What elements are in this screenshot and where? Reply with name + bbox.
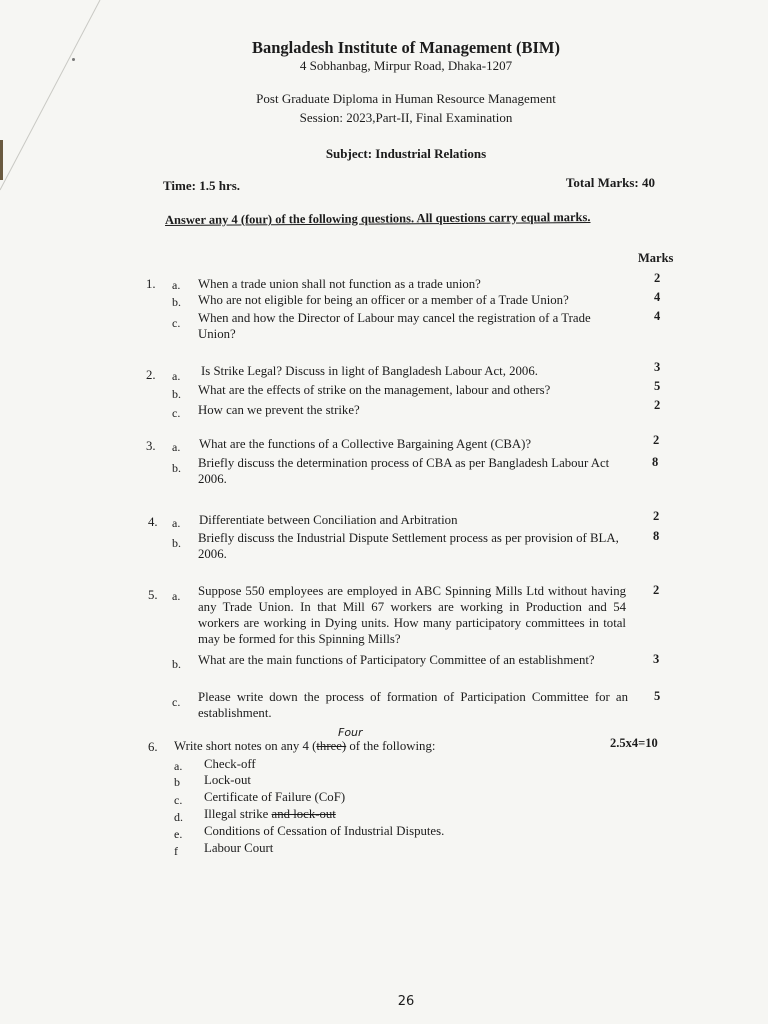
part-letter: b. bbox=[172, 536, 181, 550]
question-marks: 2 bbox=[653, 433, 660, 447]
question-number: 1. bbox=[146, 277, 156, 291]
question-text: Please write down the process of formation of Participation Committee for an establishment. bbox=[198, 690, 628, 720]
list-item: Labour Court bbox=[204, 841, 274, 855]
question-marks: 3 bbox=[654, 360, 661, 374]
question-marks: 4 bbox=[654, 290, 661, 304]
marks-heading: Marks bbox=[638, 251, 674, 265]
question-text: Suppose 550 employees are employed in ABC Spinning Mills Ltd without having any Trade Union. In that Mill 67 workers are working in Production and 54 workers are working in Dying units. How many participatory committees in total may be formed for this Spinning Mills? bbox=[198, 584, 626, 646]
part-letter: b bbox=[174, 775, 180, 789]
part-letter: a. bbox=[172, 369, 181, 383]
question-text: What are the main functions of Participatory Committee of an establishment? bbox=[198, 653, 595, 667]
exam-time: Time: 1.5 hrs. bbox=[163, 178, 241, 193]
list-item: Check-off bbox=[204, 757, 256, 771]
list-item: Lock-out bbox=[204, 773, 251, 787]
question-text: Is Strike Legal? Discuss in light of Bangladesh Labour Act, 2006. bbox=[201, 364, 538, 378]
question-number: 3. bbox=[146, 439, 156, 453]
part-letter: a. bbox=[172, 516, 181, 530]
question-marks: 2 bbox=[654, 398, 661, 412]
part-letter: a. bbox=[174, 759, 183, 773]
part-letter: b. bbox=[172, 387, 181, 401]
list-item: Conditions of Cessation of Industrial Disputes. bbox=[204, 824, 445, 838]
instruction: Answer any 4 (four) of the following questions. All questions carry equal marks. bbox=[164, 210, 591, 227]
question-text: How can we prevent the strike? bbox=[198, 403, 360, 417]
part-letter: c. bbox=[172, 695, 181, 709]
question-marks: 5 bbox=[654, 379, 661, 393]
part-letter: b. bbox=[172, 295, 181, 309]
question-text: Differentiate between Conciliation and Arbitration bbox=[199, 513, 458, 527]
question-marks: 8 bbox=[652, 455, 659, 469]
institute-address: 4 Sobhanbag, Mirpur Road, Dhaka-1207 bbox=[299, 58, 513, 73]
list-item: Certificate of Failure (CoF) bbox=[204, 790, 346, 804]
q6-struck-word: three) bbox=[316, 739, 347, 753]
part-letter: b. bbox=[172, 657, 181, 671]
question-marks: 3 bbox=[653, 652, 660, 666]
part-letter: b. bbox=[172, 461, 181, 475]
part-letter: f bbox=[174, 844, 178, 858]
q6-suffix: of the following: bbox=[346, 739, 436, 753]
question-marks: 2 bbox=[653, 509, 660, 523]
question-text: Who are not eligible for being an officer or a member of a Trade Union? bbox=[198, 293, 569, 307]
list-item bbox=[204, 806, 336, 822]
question-text: What are the functions of a Collective Bargaining Agent (CBA)? bbox=[199, 437, 532, 451]
institute-name: Bangladesh Institute of Management (BIM) bbox=[252, 38, 560, 57]
question-text: When and how the Director of Labour may cancel the registration of a Trade Union? bbox=[198, 311, 591, 341]
question-number: 5. bbox=[148, 588, 158, 602]
struck-text: and lock-out bbox=[271, 807, 336, 821]
question-text: Briefly discuss the Industrial Dispute Settlement process as per provision of BLA, 2006. bbox=[198, 531, 619, 561]
total-marks: Total Marks: 40 bbox=[565, 175, 655, 190]
session-line: Session: 2023,Part-II, Final Examination bbox=[299, 110, 513, 125]
subject-line: Subject: Industrial Relations bbox=[325, 146, 487, 161]
part-letter: c. bbox=[172, 316, 181, 330]
part-letter: a. bbox=[172, 278, 181, 292]
question-marks: 2 bbox=[653, 583, 660, 597]
q6-instruction bbox=[174, 738, 435, 754]
page-number: 26 bbox=[397, 994, 415, 1009]
question-number: 6. bbox=[148, 740, 158, 754]
question-text: When a trade union shall not function as a trade union? bbox=[198, 277, 481, 291]
part-letter: e. bbox=[174, 827, 183, 841]
part-letter: a. bbox=[172, 440, 181, 454]
question-number: 4. bbox=[148, 515, 158, 529]
part-letter: a. bbox=[172, 589, 181, 603]
q6-prefix: Write short notes on any 4 ( bbox=[174, 739, 317, 753]
list-item-text: Illegal strike bbox=[204, 807, 269, 821]
question-marks: 4 bbox=[654, 309, 661, 323]
question-text: What are the effects of strike on the management, labour and others? bbox=[198, 383, 551, 397]
question-number: 2. bbox=[146, 368, 156, 382]
question-text: Briefly discuss the determination process of CBA as per Bangladesh Labour Act 2006. bbox=[198, 456, 610, 486]
part-letter: d. bbox=[174, 810, 183, 824]
question-marks: 5 bbox=[654, 689, 661, 703]
program-title: Post Graduate Diploma in Human Resource Management bbox=[256, 91, 556, 106]
question-marks: 2 bbox=[654, 271, 661, 285]
part-letter: c. bbox=[174, 793, 183, 807]
part-letter: c. bbox=[172, 406, 181, 420]
question-marks: 2.5x4=10 bbox=[610, 736, 658, 750]
question-marks: 8 bbox=[653, 529, 660, 543]
handwritten-correction: Four bbox=[338, 726, 363, 739]
